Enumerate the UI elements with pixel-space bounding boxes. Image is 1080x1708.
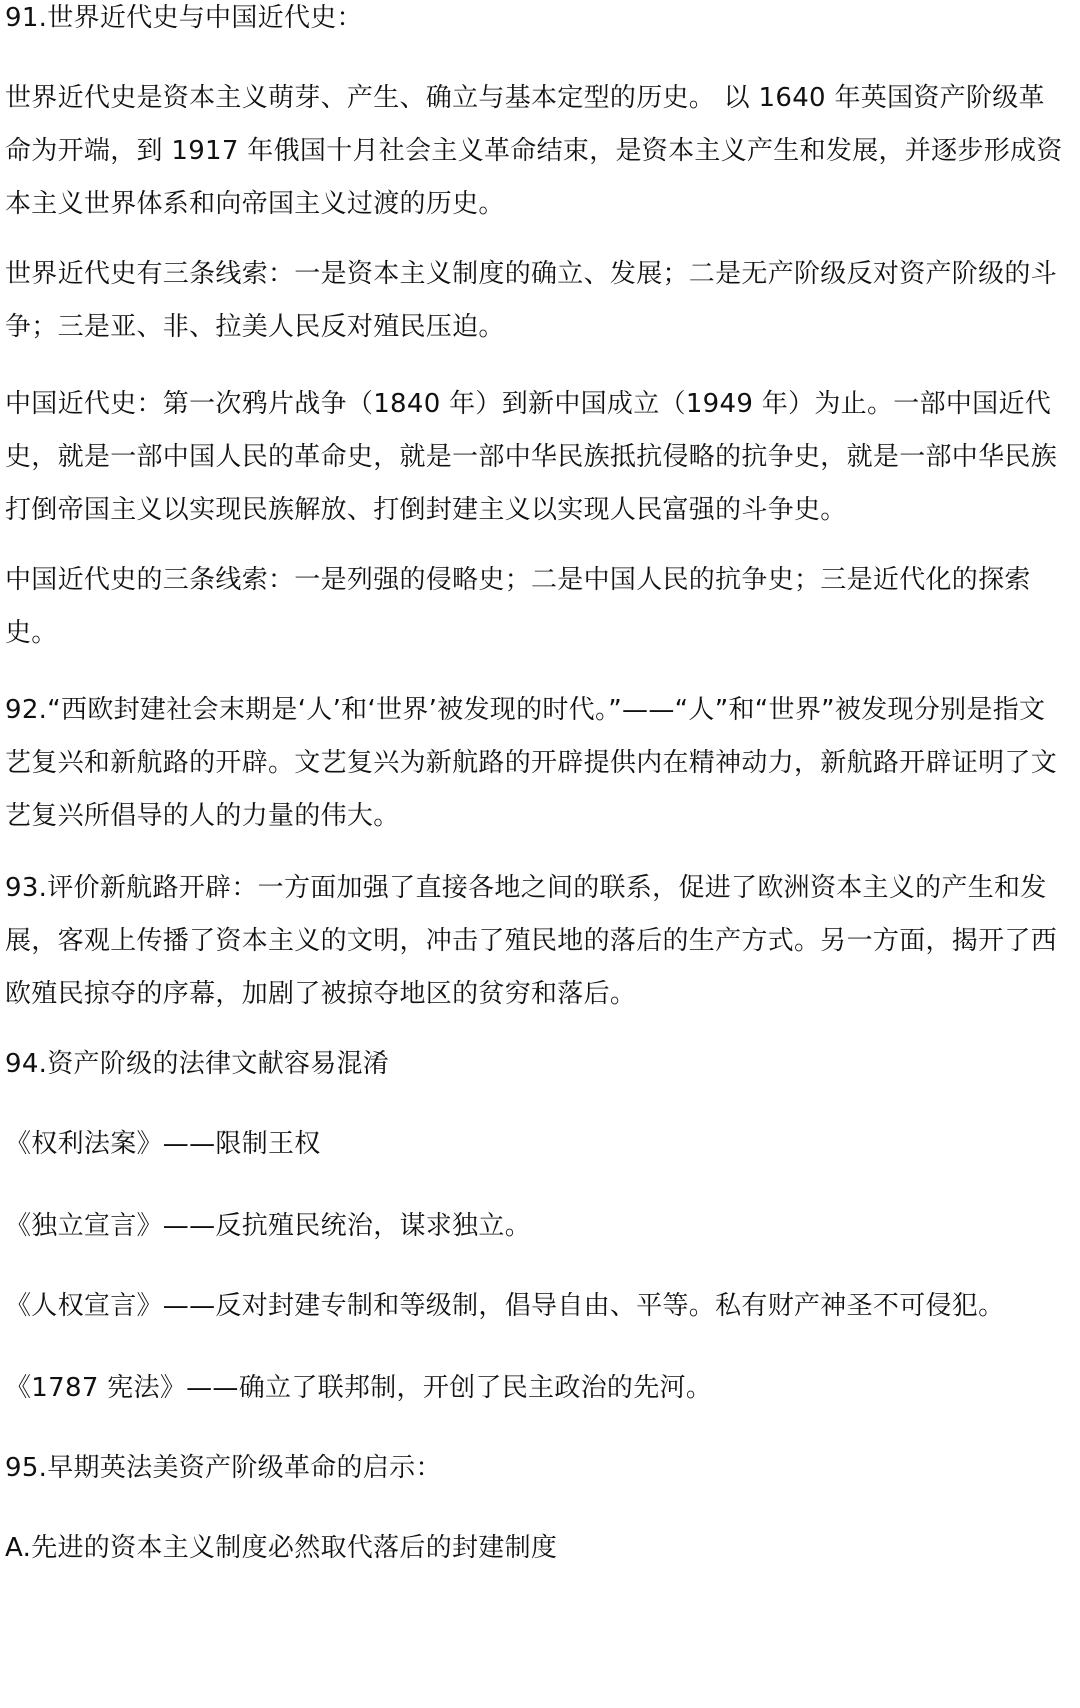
paragraph-world-three-clues: 世界近代史有三条线索：一是资本主义制度的确立、发展；二是无产阶级反对资产阶级的斗争；三是亚、非、拉美人民反对殖民压迫。 [5, 259, 1058, 342]
paragraph-china-modern-history: 中国近代史：第一次鸦片战争（1840 年）到新中国成立（1949 年）为止。一部中国近代史，就是一部中国人民的革命史，就是一部中华民族抵抗侵略的抗争史，就是一部中华民族打倒帝国主义以实现民族解放、打倒封建主义以实现人民富强的斗争史。 [5, 389, 1058, 525]
paragraph-declaration-independence: 《独立宣言》——反抗殖民统治，谋求独立。 [5, 1211, 532, 1241]
paragraph-95-point-a: A.先进的资本主义制度必然取代落后的封建制度 [5, 1533, 558, 1563]
paragraph-bill-of-rights: 《权利法案》——限制王权 [5, 1129, 321, 1159]
paragraph-93: 93.评价新航路开辟：一方面加强了直接各地之间的联系，促进了欧洲资本主义的产生和发展，客观上传播了资本主义的文明，冲击了殖民地的落后的生产方式。另一方面，揭开了西欧殖民掠夺的序幕，加剧了被掠夺地区的贫穷和落后。 [5, 873, 1058, 1009]
paragraph-91-heading: 91.世界近代史与中国近代史： [5, 3, 363, 33]
paragraph-rights-of-man: 《人权宣言》——反对封建专制和等级制，倡导自由、平等。私有财产神圣不可侵犯。 [5, 1291, 1005, 1321]
paragraph-china-three-clues: 中国近代史的三条线索：一是列强的侵略史；二是中国人民的抗争史；三是近代化的探索史。 [5, 565, 1031, 648]
paragraph-94-heading: 94.资产阶级的法律文献容易混淆 [5, 1049, 390, 1079]
paragraph-1787-constitution: 《1787 宪法》——确立了联邦制，开创了民主政治的先河。 [5, 1373, 713, 1403]
paragraph-95-heading: 95.早期英法美资产阶级革命的启示： [5, 1453, 442, 1483]
paragraph-world-modern-history: 世界近代史是资本主义萌芽、产生、确立与基本定型的历史。 以 1640 年英国资产阶级革命为开端，到 1917 年俄国十月社会主义革命结束，是资本主义产生和发展，并逐步形成资本主义世界体系和向帝国主义过渡的历史。 [5, 83, 1063, 219]
paragraph-92: 92.“西欧封建社会末期是‘人’和‘世界’被发现的时代。”——“人”和“世界”被发现分别是指文艺复兴和新航路的开辟。文艺复兴为新航路的开辟提供内在精神动力，新航路开辟证明了文艺复兴所倡导的人的力量的伟大。 [5, 695, 1058, 831]
